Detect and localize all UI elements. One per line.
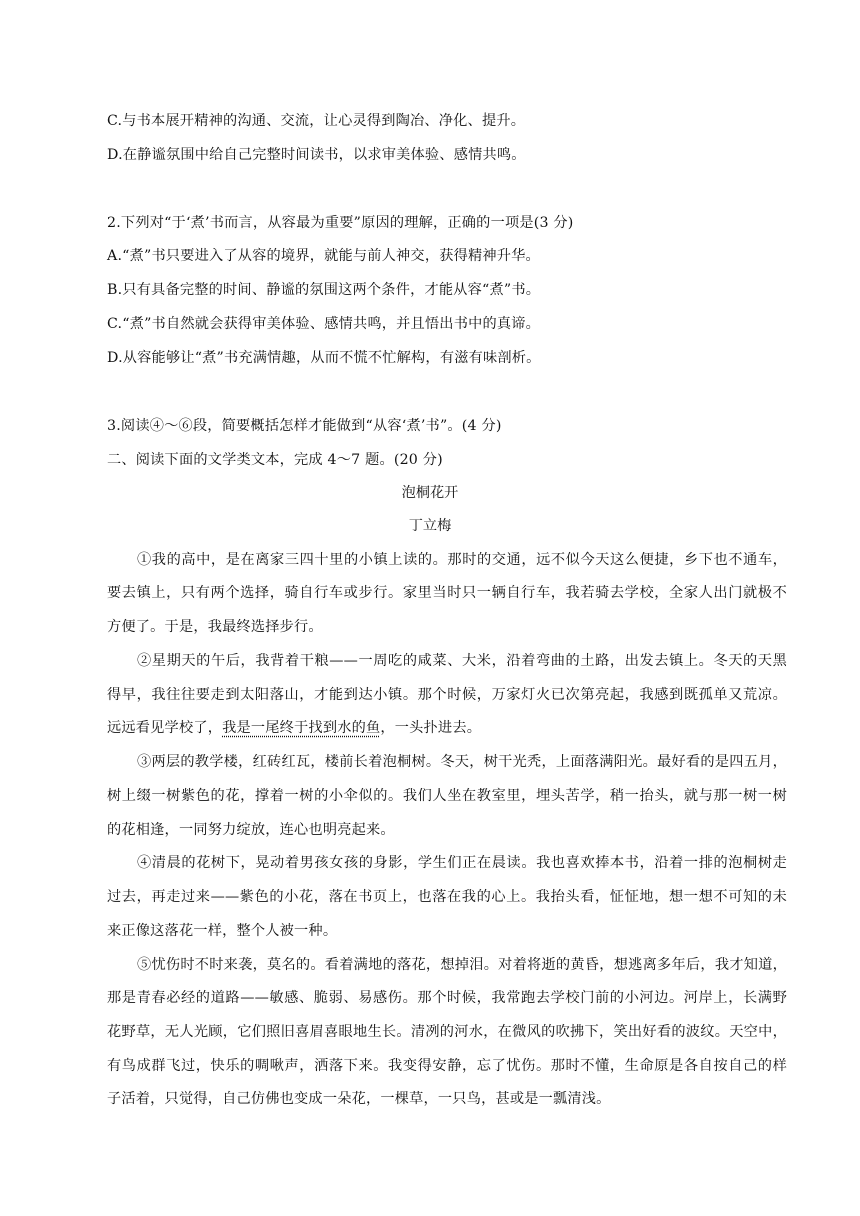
paragraph-1-line: ①我的高中，是在离家三四十里的小镇上读的。那时的交通，远不似今天这么便捷，乡下也不通车， (137, 552, 787, 568)
q2-option-c: C.“煮”书自然就会获得审美体验、感情共鸣，并且悟出书中的真谛。 (107, 316, 541, 332)
paragraph-2-line: 得早，我往往要走到太阳落山，才能到达小镇。那个时候，万家灯火已次第亮起，我感到既孤单又荒凉。 (107, 687, 787, 703)
paragraph-1-line: 要去镇上，只有两个选择，骑自行车或步行。家里当时只一辆自行车，我若骑去学校，全家人出门就极不 (107, 585, 787, 601)
q1-option-d: D.在静谧氛围中给自己完整时间读书，以求审美体验、感情共鸣。 (107, 147, 526, 163)
paragraph-2-text: 远远看见学校了， (107, 720, 223, 736)
paragraph-5-line: 那是青春必经的道路——敏感、脆弱、易感伤。那个时候，我常跑去学校门前的小河边。河岸上，长满野 (107, 990, 787, 1006)
paragraph-4-line: 过去，再走过来——紫色的小花，落在书页上，也落在我的心上。我抬头看，怔怔地，想一想不可知的未 (107, 889, 787, 905)
q2-stem: 2.下列对“于‘煮’书而言，从容最为重要”原因的理解，正确的一项是(3 分) (107, 215, 574, 231)
q2-option-d: D.从容能够让“煮”书充满情趣，从而不慌不忙解构，有滋有味剖析。 (107, 350, 541, 366)
paragraph-3-line: ③两层的教学楼，红砖红瓦，楼前长着泡桐树。冬天，树干光秃，上面落满阳光。最好看的是四五月， (137, 754, 787, 770)
paragraph-5-line: 花野草，无人光顾，它们照旧喜眉喜眼地生长。清冽的河水，在微风的吹拂下，笑出好看的波纹。天空中， (107, 1024, 787, 1040)
paragraph-5-line: ⑤忧伤时不时来袭，莫名的。看着满地的落花，想掉泪。对着将逝的黄昏，想逃离多年后，我才知道， (137, 957, 787, 973)
paragraph-4-line: 来正像这落花一样，整个人被一种。 (107, 923, 338, 939)
paragraph-5-line: 有鸟成群飞过，快乐的啁啾声，洒落下来。我变得安静，忘了忧伤。那时不懂，生命原是各自按自己的样 (107, 1058, 787, 1074)
paragraph-3-line: 的花相逢，一同努力绽放，连心也明亮起来。 (107, 822, 395, 838)
q1-option-c: C.与书本展开精神的沟通、交流，让心灵得到陶冶、净化、提升。 (107, 113, 526, 129)
paragraph-2-line: ②星期天的午后，我背着干粮——一周吃的咸菜、大米，沿着弯曲的土路，出发去镇上。冬天的天黑 (137, 653, 787, 669)
paragraph-2-line (107, 718, 787, 738)
paragraph-2-text: ，一头扑进去。 (380, 720, 482, 736)
q3-stem: 3.阅读④～⑥段，简要概括怎样才能做到“从容‘煮’书”。(4 分) (107, 418, 502, 434)
q2-option-b: B.只有具备完整的时间、静谧的氛围这两个条件，才能从容“煮”书。 (107, 282, 541, 298)
paragraph-1-line: 方便了。于是，我最终选择步行。 (107, 619, 323, 635)
article-title: 泡桐花开 (401, 485, 459, 501)
section-heading: 二、阅读下面的文学类文本，完成 4～7 题。(20 分) (107, 452, 443, 468)
paragraph-5-line: 子活着，只觉得，自己仿佛也变成一朵花，一棵草，一只鸟，甚或是一瓢清浅。 (107, 1091, 611, 1107)
q2-option-a: A.“煮”书只要进入了从容的境界，就能与前人神交，获得精神升华。 (107, 248, 540, 264)
article-author: 丁立梅 (408, 518, 452, 534)
emphasized-sentence: 我是一尾终于找到水的鱼 (222, 720, 381, 736)
paragraph-4-line: ④清晨的花树下，晃动着男孩女孩的身影，学生们正在晨读。我也喜欢捧本书，沿着一排的泡桐树走 (137, 855, 787, 871)
paragraph-3-line: 树上缀一树紫色的花，撑着一树的小伞似的。我们人坐在教室里，埋头苦学，稍一抬头，就与那一树一树 (107, 788, 787, 804)
